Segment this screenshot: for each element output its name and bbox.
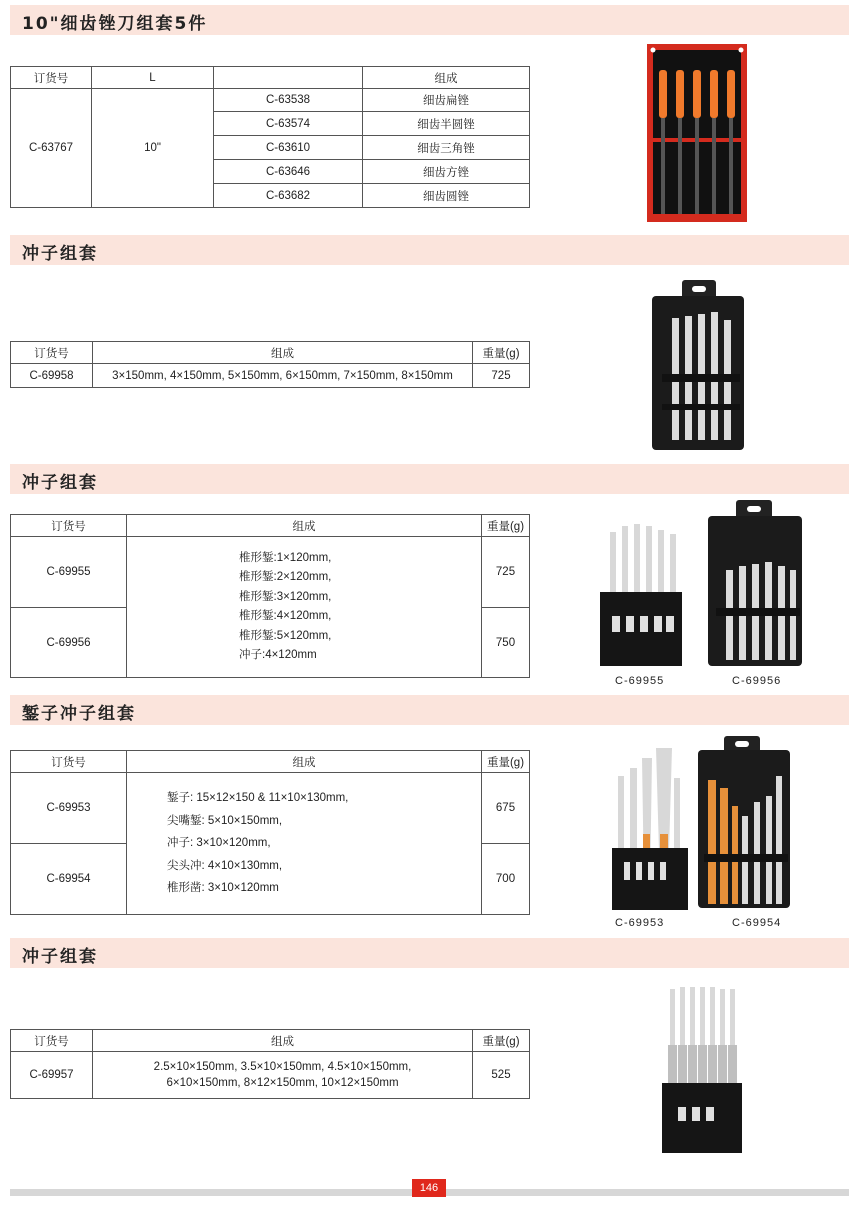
composition-cell [127,537,482,678]
section-title-text: 10"细齿锉刀组套5件 [22,14,208,34]
weight: 700 [482,844,530,915]
order-number: C-69954 [11,844,127,915]
header-length: L [92,67,214,89]
item-name: 细齿扁锉 [363,89,530,112]
composition-line: 椎形凿: 3×10×120mm [167,882,279,895]
composition: 3×150mm, 4×150mm, 5×150mm, 6×150mm, 7×150mm, 8×150mm [93,364,473,388]
section-title-text: 冲子组套 [22,244,98,264]
order-number: C-69957 [11,1052,93,1099]
composition-line: 尖嘴錾: 5×10×150mm, [167,814,283,827]
header-weight: 重量(g) [482,751,530,773]
punch-set-table-3 [10,1029,530,1099]
item-code: C-63646 [214,160,363,184]
composition-line: 椎形錾:4×120mm, [239,610,332,622]
section-title-punch-set-1 [10,235,849,265]
order-number: C-63767 [11,89,92,208]
file-set-table [10,66,530,208]
punch-set-69955-image [596,520,686,670]
header-blank [214,67,363,89]
composition-line: 錾子: 15×12×150 & 11×10×130mm, [167,792,349,805]
punch-set-product-image [648,280,748,452]
header-composition: 组成 [93,1030,473,1052]
weight: 725 [482,537,530,608]
chisel-set-69954-image [696,736,792,910]
composition-line: 椎形錾:2×120mm, [239,571,332,583]
punch-set-table-1 [10,341,530,388]
section-title-punch-set-3 [10,938,849,968]
header-weight: 重量(g) [473,342,530,364]
section-title-text: 錾子冲子组套 [22,704,136,724]
chisel-punch-set-table [10,750,530,915]
weight: 750 [482,608,530,678]
section-title-text: 冲子组套 [22,947,98,967]
composition-line: 2.5×10×150mm, 3.5×10×150mm, 4.5×10×150mm, [153,1061,412,1073]
order-number: C-69958 [11,364,93,388]
composition-line: 6×10×150mm, 8×12×150mm, 10×12×150mm [166,1077,399,1089]
weight: 675 [482,773,530,844]
punch-set-69956-image [706,500,804,668]
item-name: 细齿半圆锉 [363,112,530,136]
header-weight: 重量(g) [482,515,530,537]
punch-set-table-2 [10,514,530,678]
item-code: C-63610 [214,136,363,160]
weight: 525 [473,1052,530,1099]
length-value: 10" [92,89,214,208]
composition-line: 椎形錾:3×120mm, [239,590,332,603]
product-caption: C-69955 [615,675,665,687]
header-composition: 组成 [363,67,530,89]
product-caption: C-69953 [615,917,665,929]
header-order: 订货号 [11,1030,93,1052]
item-code: C-63682 [214,184,363,208]
header-order: 订货号 [11,515,127,537]
chisel-set-69953-image [610,744,690,912]
weight: 725 [473,364,530,388]
header-order: 订货号 [11,751,127,773]
item-code: C-63538 [214,89,363,112]
header-composition: 组成 [127,515,482,537]
page-number: 146 [412,1179,446,1197]
composition-line: 尖头冲: 4×10×130mm, [167,859,283,872]
composition-line: 椎形錾:1×120mm, [239,551,332,564]
composition-line: 冲子: 3×10×120mm, [167,837,271,850]
composition-line: 椎形錾:5×120mm, [239,629,332,642]
order-number: C-69956 [11,608,127,678]
header-order: 订货号 [11,67,92,89]
section-title-text: 冲子组套 [22,473,98,493]
section-title-punch-set-2 [10,464,849,494]
product-caption: C-69956 [732,675,782,687]
item-name: 细齿圆锉 [363,184,530,208]
order-number: C-69953 [11,773,127,844]
header-weight: 重量(g) [473,1030,530,1052]
composition-line: 冲子:4×120mm [239,649,317,661]
header-composition: 组成 [127,751,482,773]
section-title-chisel-punch-set [10,695,849,725]
file-set-product-image [645,42,750,224]
item-name: 细齿方锉 [363,160,530,184]
item-name: 细齿三角锉 [363,136,530,160]
punch-set-69957-image [656,985,746,1155]
item-code: C-63574 [214,112,363,136]
header-order: 订货号 [11,342,93,364]
composition-cell [93,1052,473,1099]
order-number: C-69955 [11,537,127,608]
product-caption: C-69954 [732,917,782,929]
section-title-file-set [10,5,849,35]
header-composition: 组成 [93,342,473,364]
composition-cell [127,773,482,915]
